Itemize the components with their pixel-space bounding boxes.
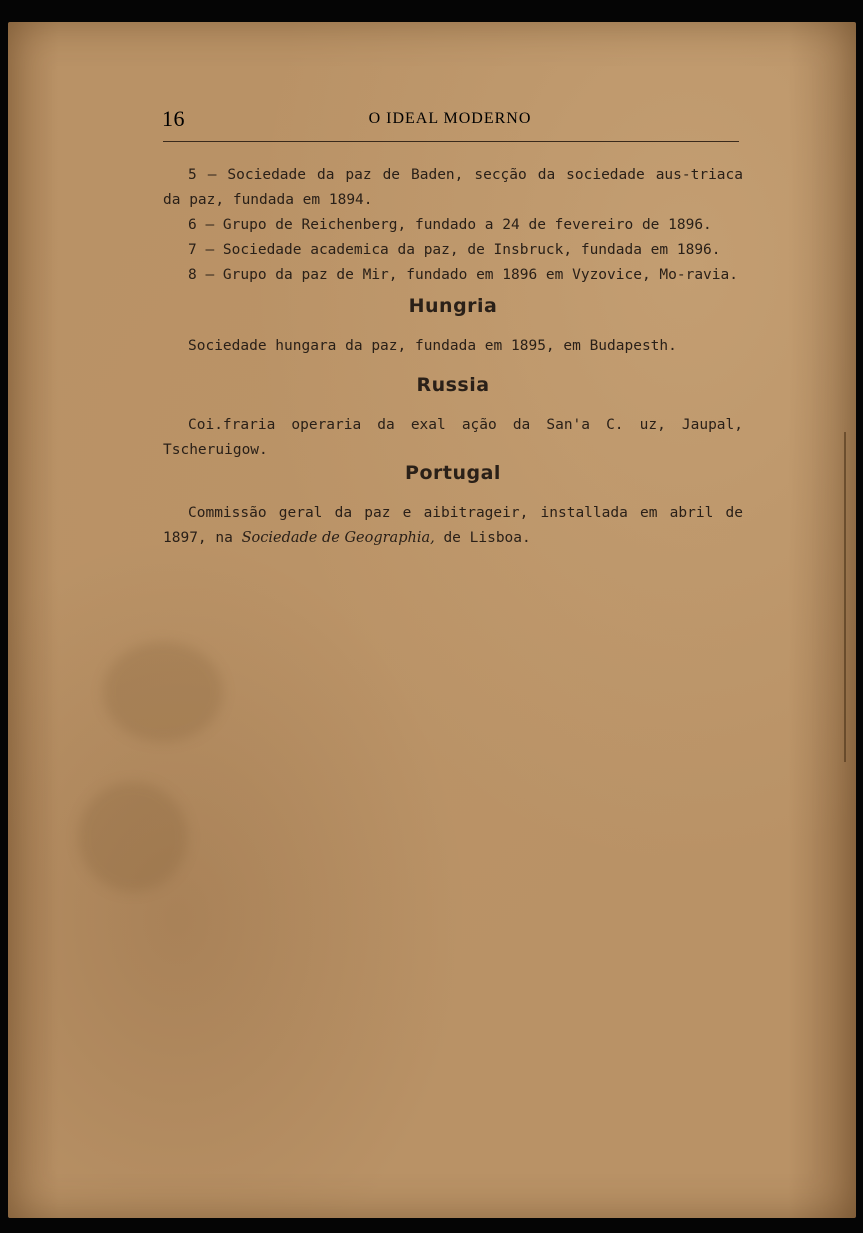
portugal-text-end: de Lisboa. — [443, 530, 531, 546]
page-number: 16 — [162, 106, 185, 131]
list-item: 8 — Grupo da paz de Mir, fundado em 1896 em Vyzovice, Mo-ravia. — [188, 267, 738, 283]
page-fold-mark — [844, 432, 846, 762]
page-header — [162, 104, 738, 136]
running-title: O IDEAL MODERNO — [368, 110, 532, 127]
page-stain — [78, 782, 188, 892]
list-item: 5 — Sociedade da paz de Baden, secção da sociedade aus-triaca da paz, fundada em 1894. — [163, 167, 743, 208]
page-body — [163, 163, 743, 551]
section-text-russia: Coi.fraria operaria da exal ação da San'a C. uz, Jaupal, Tscheruigow. — [163, 417, 743, 458]
portugal-text-start: Commissão geral da paz e aibitrageir, installada em abril de 1897, na — [163, 505, 743, 546]
section-heading-hungria: Hungria — [408, 295, 498, 317]
section-heading-portugal: Portugal — [405, 462, 501, 484]
portugal-text-italic: Sociedade de Geographia, — [241, 530, 435, 546]
section-text-hungria: Sociedade hungara da paz, fundada em 1895, em Budapesth. — [188, 338, 677, 354]
list-item: 7 — Sociedade academica da paz, de Insbruck, fundada em 1896. — [188, 242, 721, 258]
section-text-portugal — [163, 501, 743, 551]
page-stain — [103, 642, 223, 742]
section-heading-russia: Russia — [416, 374, 490, 396]
header-rule — [163, 141, 739, 142]
list-item: 6 — Grupo de Reichenberg, fundado a 24 de fevereiro de 1896. — [188, 217, 712, 233]
